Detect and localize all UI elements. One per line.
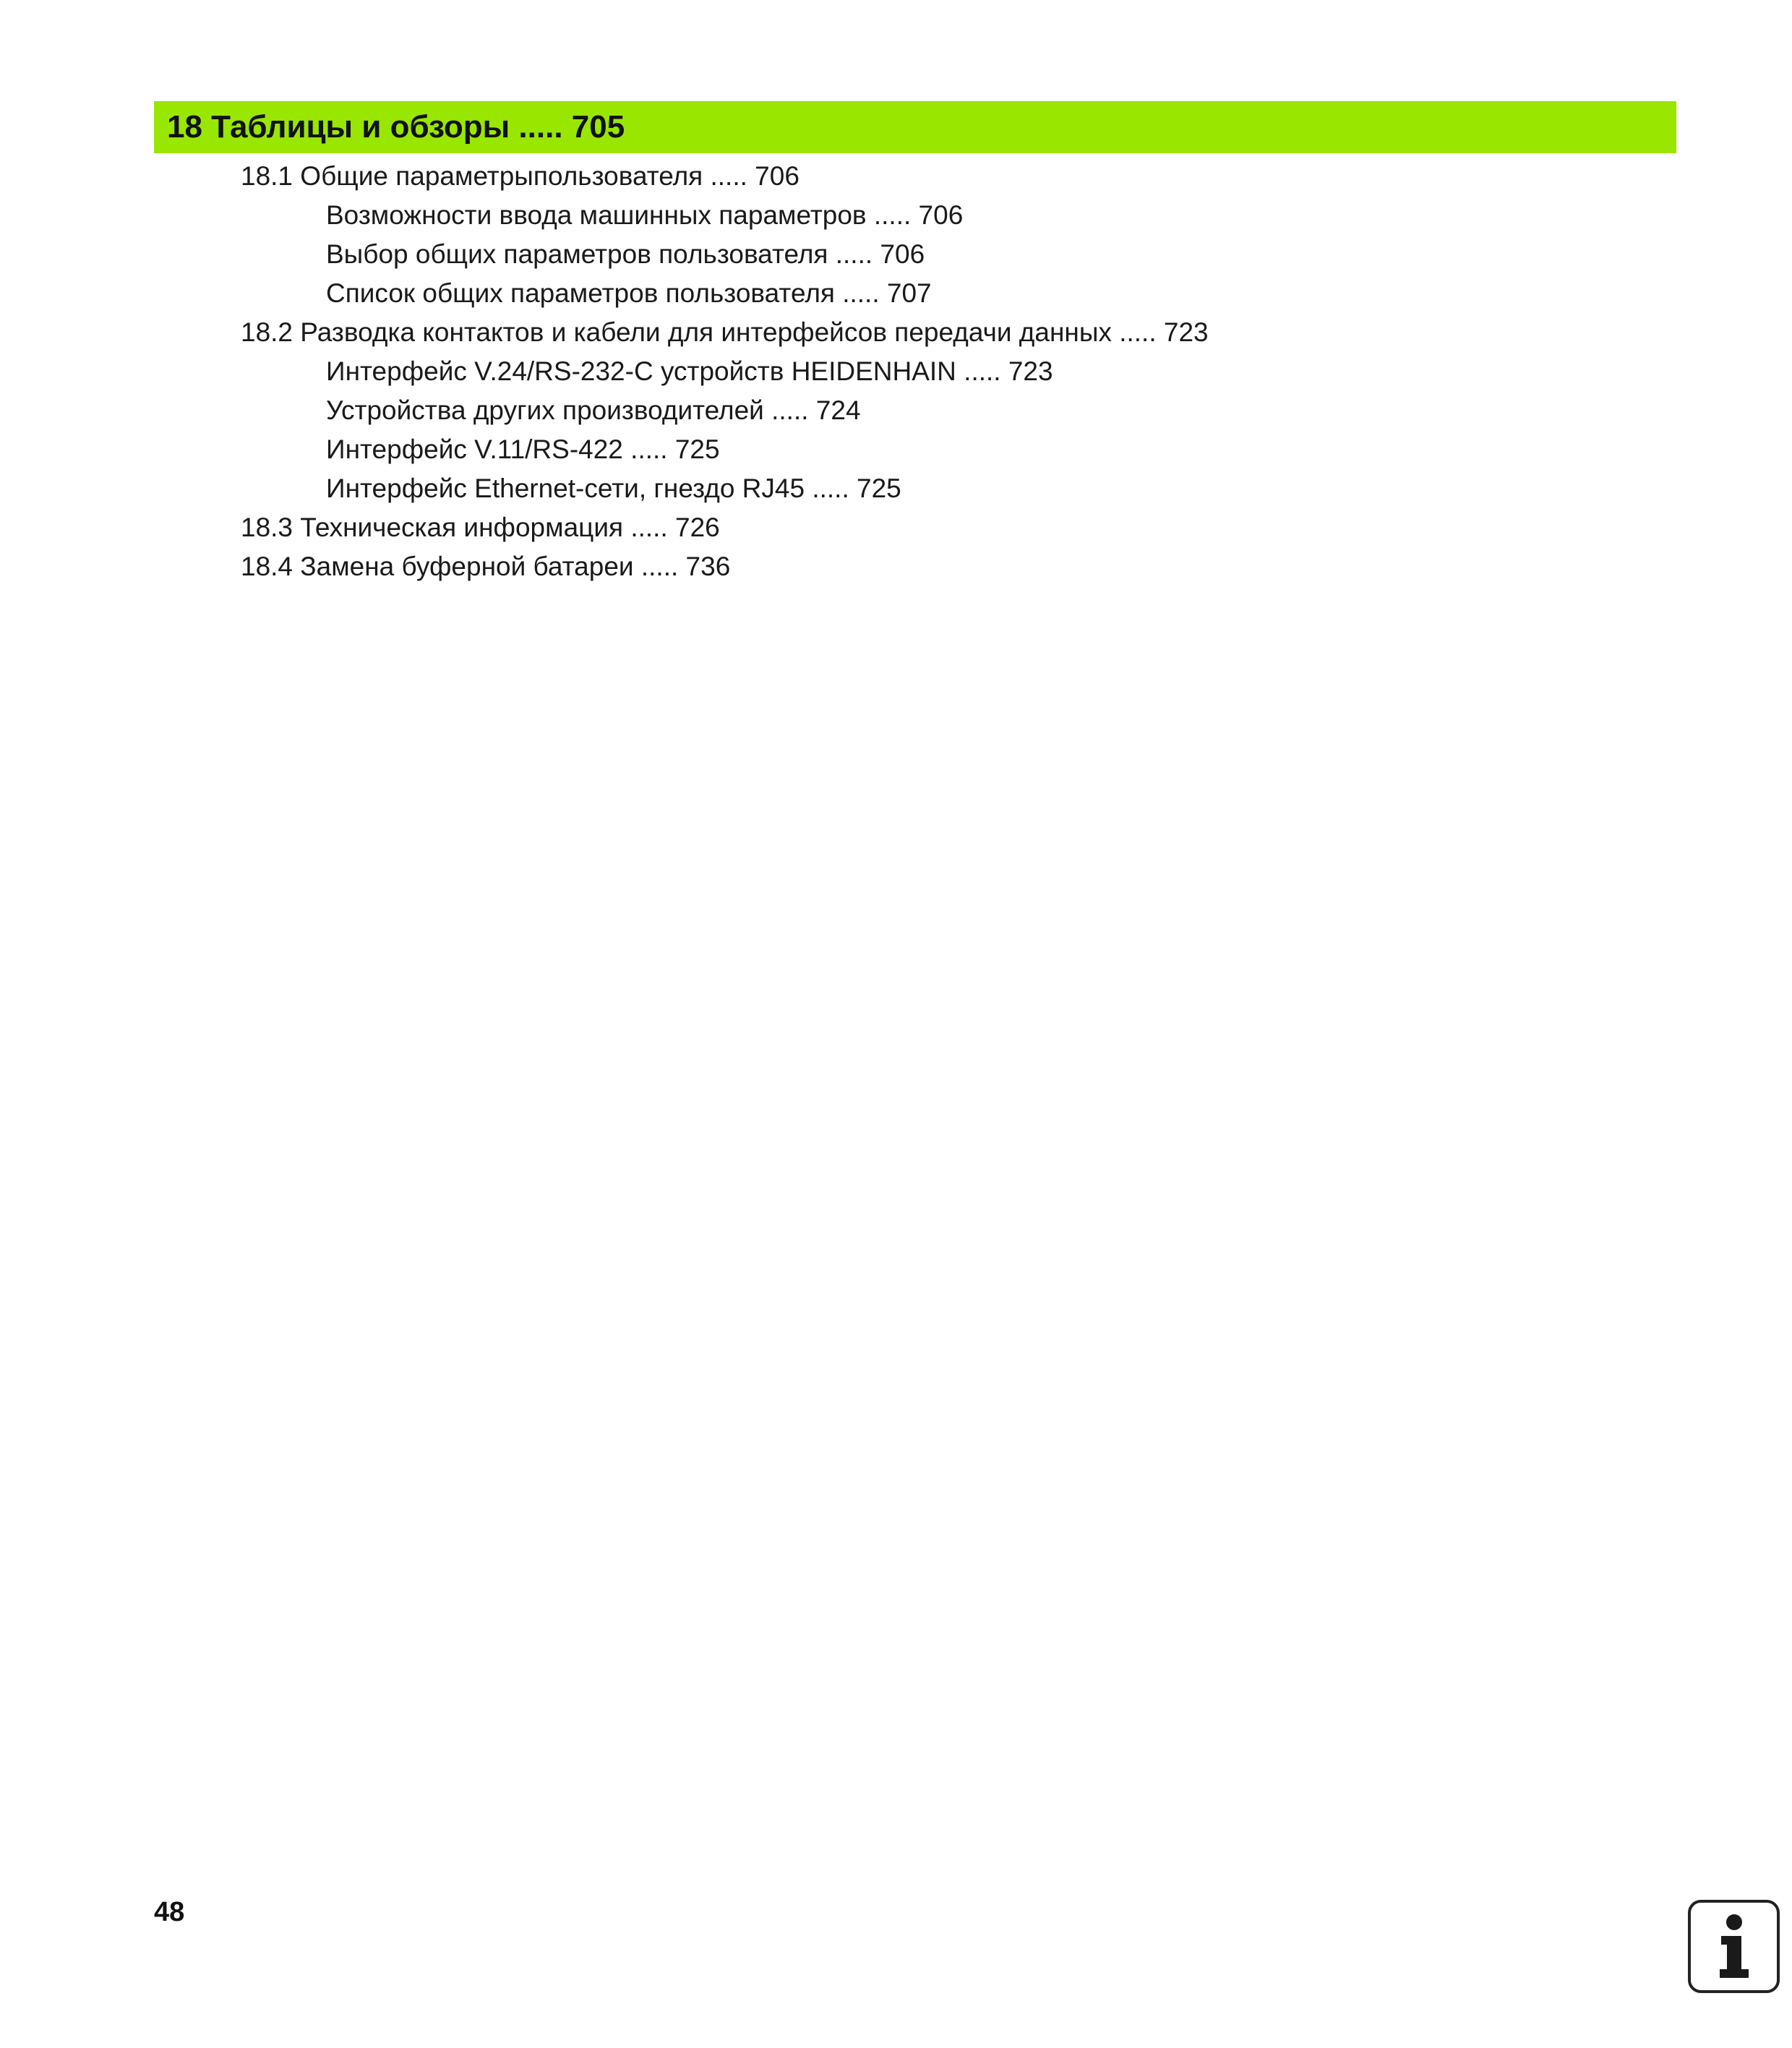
info-icon xyxy=(1688,1900,1780,1993)
page-number: 48 xyxy=(154,1897,185,1927)
toc-subsection[interactable]: Интерфейс Ethernet-сети, гнездо RJ45 ..... 725 xyxy=(326,474,901,503)
toc-subsection[interactable]: Интерфейс V.24/RS-232-C устройств HEIDENHAIN ..... 723 xyxy=(326,356,1053,386)
toc-section-18-3[interactable]: 18.3 Техническая информация ..... 726 xyxy=(241,513,720,542)
toc-subsection[interactable]: Выбор общих параметров пользователя ..... 706 xyxy=(326,239,925,269)
toc-subsection[interactable]: Возможности ввода машинных параметров ..... 706 xyxy=(326,200,964,230)
toc-subsection[interactable]: Устройства других производителей ..... 724 xyxy=(326,395,861,425)
toc-section-18-4[interactable]: 18.4 Замена буферной батареи ..... 736 xyxy=(241,552,731,581)
chapter-heading-bar xyxy=(154,101,1676,153)
toc-subsection[interactable]: Интерфейс V.11/RS-422 ..... 725 xyxy=(326,434,720,464)
toc-subsection[interactable]: Список общих параметров пользователя ..... 707 xyxy=(326,278,932,308)
chapter-title[interactable]: 18 Таблицы и обзоры ..... 705 xyxy=(167,109,625,145)
toc-section-18-1[interactable]: 18.1 Общие параметрыпользователя ..... 706 xyxy=(241,161,799,191)
toc-section-18-2[interactable]: 18.2 Разводка контактов и кабели для интерфейсов передачи данных ..... 723 xyxy=(241,317,1209,347)
